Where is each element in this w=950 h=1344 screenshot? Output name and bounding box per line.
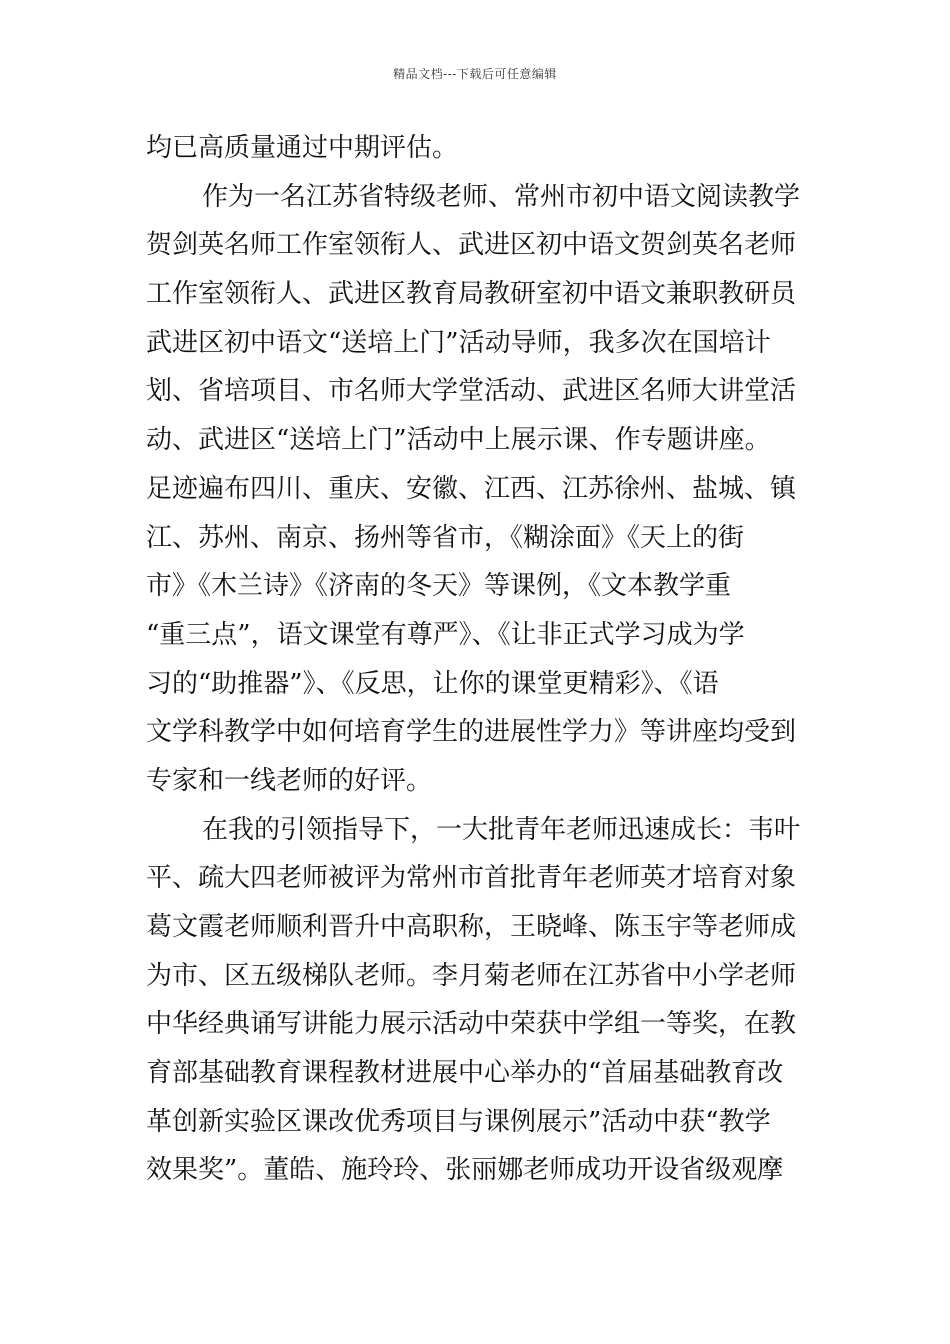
text-line: 文学科教学中如何培育学生的进展性学力》等讲座均受到 <box>146 717 797 748</box>
text-line: 贺剑英名师工作室领衔人、武进区初中语文贺剑英名老师 <box>146 230 797 261</box>
text-line: 武进区初中语文“送培上门”活动导师，我多次在国培计 <box>146 327 771 358</box>
text-line: 在我的引领指导下，一大批青年老师迅速成长：韦叶 <box>202 814 801 845</box>
text-line: 效果奖”。董皓、施玲玲、张丽娜老师成功开设省级观摩 <box>146 1155 784 1186</box>
text-line: 动、武进区“送培上门”活动中上展示课、作专题讲座。 <box>146 425 771 456</box>
text-line: 专家和一线老师的好评。 <box>146 765 433 796</box>
text-line: 育部基础教育课程教材进展中心举办的“首届基础教育改 <box>146 1058 784 1089</box>
document-body <box>146 124 810 1195</box>
text-line: 作为一名江苏省特级老师、常州市初中语文阅读教学 <box>202 181 801 212</box>
text-line: “重三点”，语文课堂有尊严》、《让非正式学习成为学 <box>146 619 745 650</box>
text-line: 市》《木兰诗》《济南的冬天》等课例，《文本教学重 <box>146 571 732 602</box>
text-line: 划、省培项目、市名师大学堂活动、武进区名师大讲堂活 <box>146 376 797 407</box>
text-line: 足迹遍布四川、重庆、安徽、江西、江苏徐州、盐城、镇 <box>146 473 797 504</box>
text-line: 均已高质量通过中期评估。 <box>146 133 459 163</box>
text-line: 习的“助推器”》、《反思，让你的课堂更精彩》、《语 <box>146 668 719 699</box>
text-line: 革创新实验区课改优秀项目与课例展示”活动中获“教学 <box>146 1106 771 1137</box>
text-line: 中华经典诵写讲能力展示活动中荣获中学组一等奖，在教 <box>146 1009 797 1040</box>
text-line: 江、苏州、南京、扬州等省市，《糊涂面》《天上的街 <box>146 522 745 553</box>
text-line: 工作室领衔人、武进区教育局教研室初中语文兼职教研员 <box>146 279 797 310</box>
text-line: 平、疏大四老师被评为常州市首批青年老师英才培育对象 <box>146 863 797 894</box>
text-line: 葛文霞老师顺利晋升中高职称，王晓峰、陈玉宇等老师成 <box>146 912 797 942</box>
text-line: 为市、区五级梯队老师。李月菊老师在江苏省中小学老师 <box>146 960 797 991</box>
page-header: 精品文档---下载后可任意编辑 <box>393 67 557 81</box>
